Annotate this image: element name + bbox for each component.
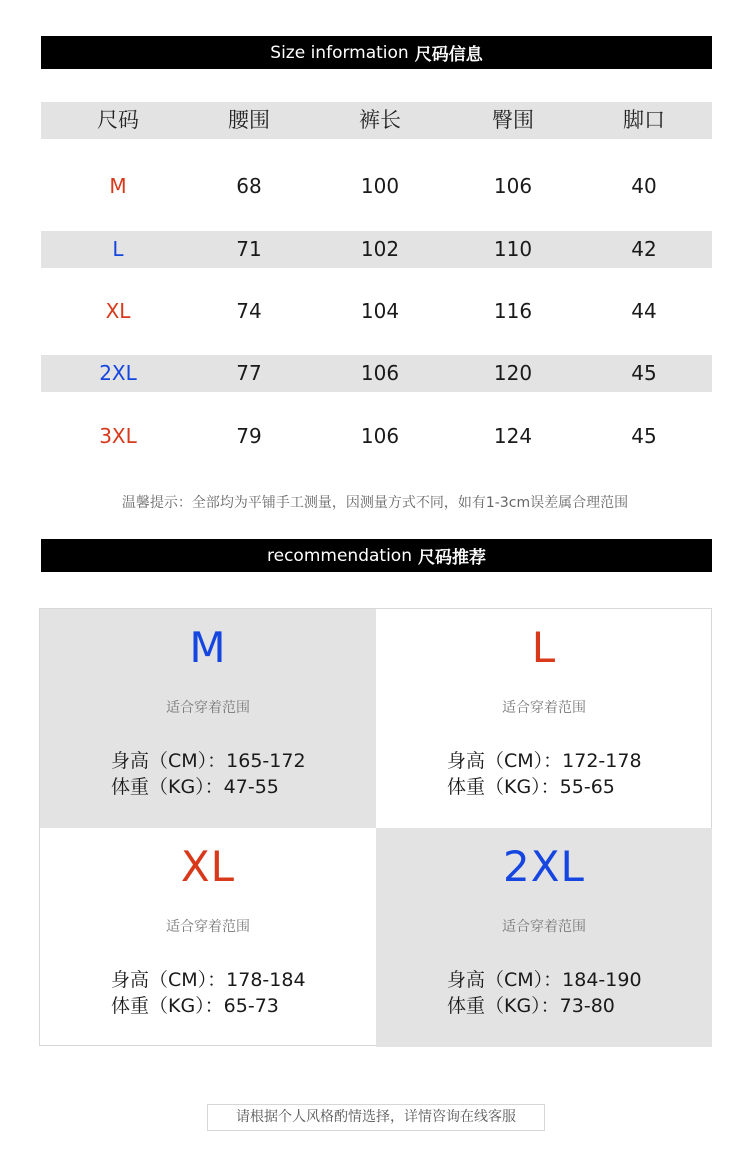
recommendation-title-cn: 尺码推荐 bbox=[417, 548, 486, 568]
row-waist: 71 bbox=[236, 237, 262, 261]
row-length: 104 bbox=[360, 299, 400, 323]
row-length: 106 bbox=[360, 424, 400, 448]
size-info-banner bbox=[41, 36, 712, 69]
header-waist: 腰围 bbox=[228, 108, 270, 132]
card-height-range: 身高（CM）：172-178 bbox=[447, 750, 642, 772]
card-height-range: 身高（CM）：184-190 bbox=[447, 969, 642, 991]
row-waist: 79 bbox=[236, 424, 262, 448]
row-leg-opening: 45 bbox=[631, 424, 657, 448]
row-length: 102 bbox=[360, 237, 400, 261]
size-info-title-en: Size information bbox=[270, 42, 409, 63]
row-size: L bbox=[112, 237, 124, 261]
card-fit-label: 适合穿着范围 bbox=[166, 700, 250, 716]
recommendation-card-m bbox=[40, 609, 376, 828]
header-leg-opening: 脚口 bbox=[623, 108, 665, 132]
card-weight-range: 体重（KG）：47-55 bbox=[111, 776, 279, 798]
card-size-label: M bbox=[189, 623, 227, 672]
row-size: XL bbox=[105, 299, 131, 323]
row-length: 100 bbox=[360, 174, 400, 198]
card-height-range: 身高（CM）：165-172 bbox=[111, 750, 306, 772]
row-waist: 68 bbox=[236, 174, 262, 198]
card-fit-label: 适合穿着范围 bbox=[502, 700, 586, 716]
row-hip: 124 bbox=[493, 424, 533, 448]
header-size: 尺码 bbox=[97, 108, 139, 132]
recommendation-banner bbox=[41, 539, 712, 572]
row-size: 3XL bbox=[99, 424, 137, 448]
row-leg-opening: 40 bbox=[631, 174, 657, 198]
card-fit-label: 适合穿着范围 bbox=[502, 919, 586, 935]
size-info-title-cn: 尺码信息 bbox=[414, 45, 483, 65]
measurement-note: 温馨提示：全部均为平铺手工测量，因测量方式不同，如有1-3cm误差属合理范围 bbox=[121, 495, 629, 511]
card-weight-range: 体重（KG）：73-80 bbox=[447, 995, 615, 1017]
row-leg-opening: 45 bbox=[631, 361, 657, 385]
row-waist: 77 bbox=[236, 361, 262, 385]
table-row bbox=[41, 168, 712, 205]
recommendation-card-xl bbox=[40, 828, 376, 1047]
row-waist: 74 bbox=[236, 299, 262, 323]
table-row bbox=[41, 293, 712, 330]
card-height-range: 身高（CM）：178-184 bbox=[111, 969, 306, 991]
row-hip: 116 bbox=[493, 299, 533, 323]
recommendation-title-en: recommendation bbox=[267, 545, 412, 566]
row-size: 2XL bbox=[99, 361, 137, 385]
row-size: M bbox=[109, 174, 127, 198]
card-fit-label: 适合穿着范围 bbox=[166, 919, 250, 935]
row-leg-opening: 44 bbox=[631, 299, 657, 323]
card-weight-range: 体重（KG）：65-73 bbox=[111, 995, 279, 1017]
table-row bbox=[41, 418, 712, 455]
header-hip: 臀围 bbox=[492, 108, 534, 132]
table-header-row bbox=[41, 102, 712, 139]
row-length: 106 bbox=[360, 361, 400, 385]
row-hip: 120 bbox=[493, 361, 533, 385]
card-size-label: XL bbox=[180, 842, 236, 891]
row-leg-opening: 42 bbox=[631, 237, 657, 261]
table-row bbox=[41, 355, 712, 392]
card-size-label: L bbox=[531, 623, 557, 672]
card-weight-range: 体重（KG）：55-65 bbox=[447, 776, 615, 798]
card-size-label: 2XL bbox=[503, 842, 585, 891]
recommendation-grid bbox=[39, 608, 712, 1046]
row-hip: 110 bbox=[493, 237, 533, 261]
footer-note: 请根据个人风格酌情选择，详情咨询在线客服 bbox=[207, 1104, 545, 1131]
row-hip: 106 bbox=[493, 174, 533, 198]
recommendation-card-l bbox=[376, 609, 712, 828]
table-row bbox=[41, 231, 712, 268]
header-length: 裤长 bbox=[359, 108, 401, 132]
recommendation-card-2xl bbox=[376, 828, 712, 1047]
